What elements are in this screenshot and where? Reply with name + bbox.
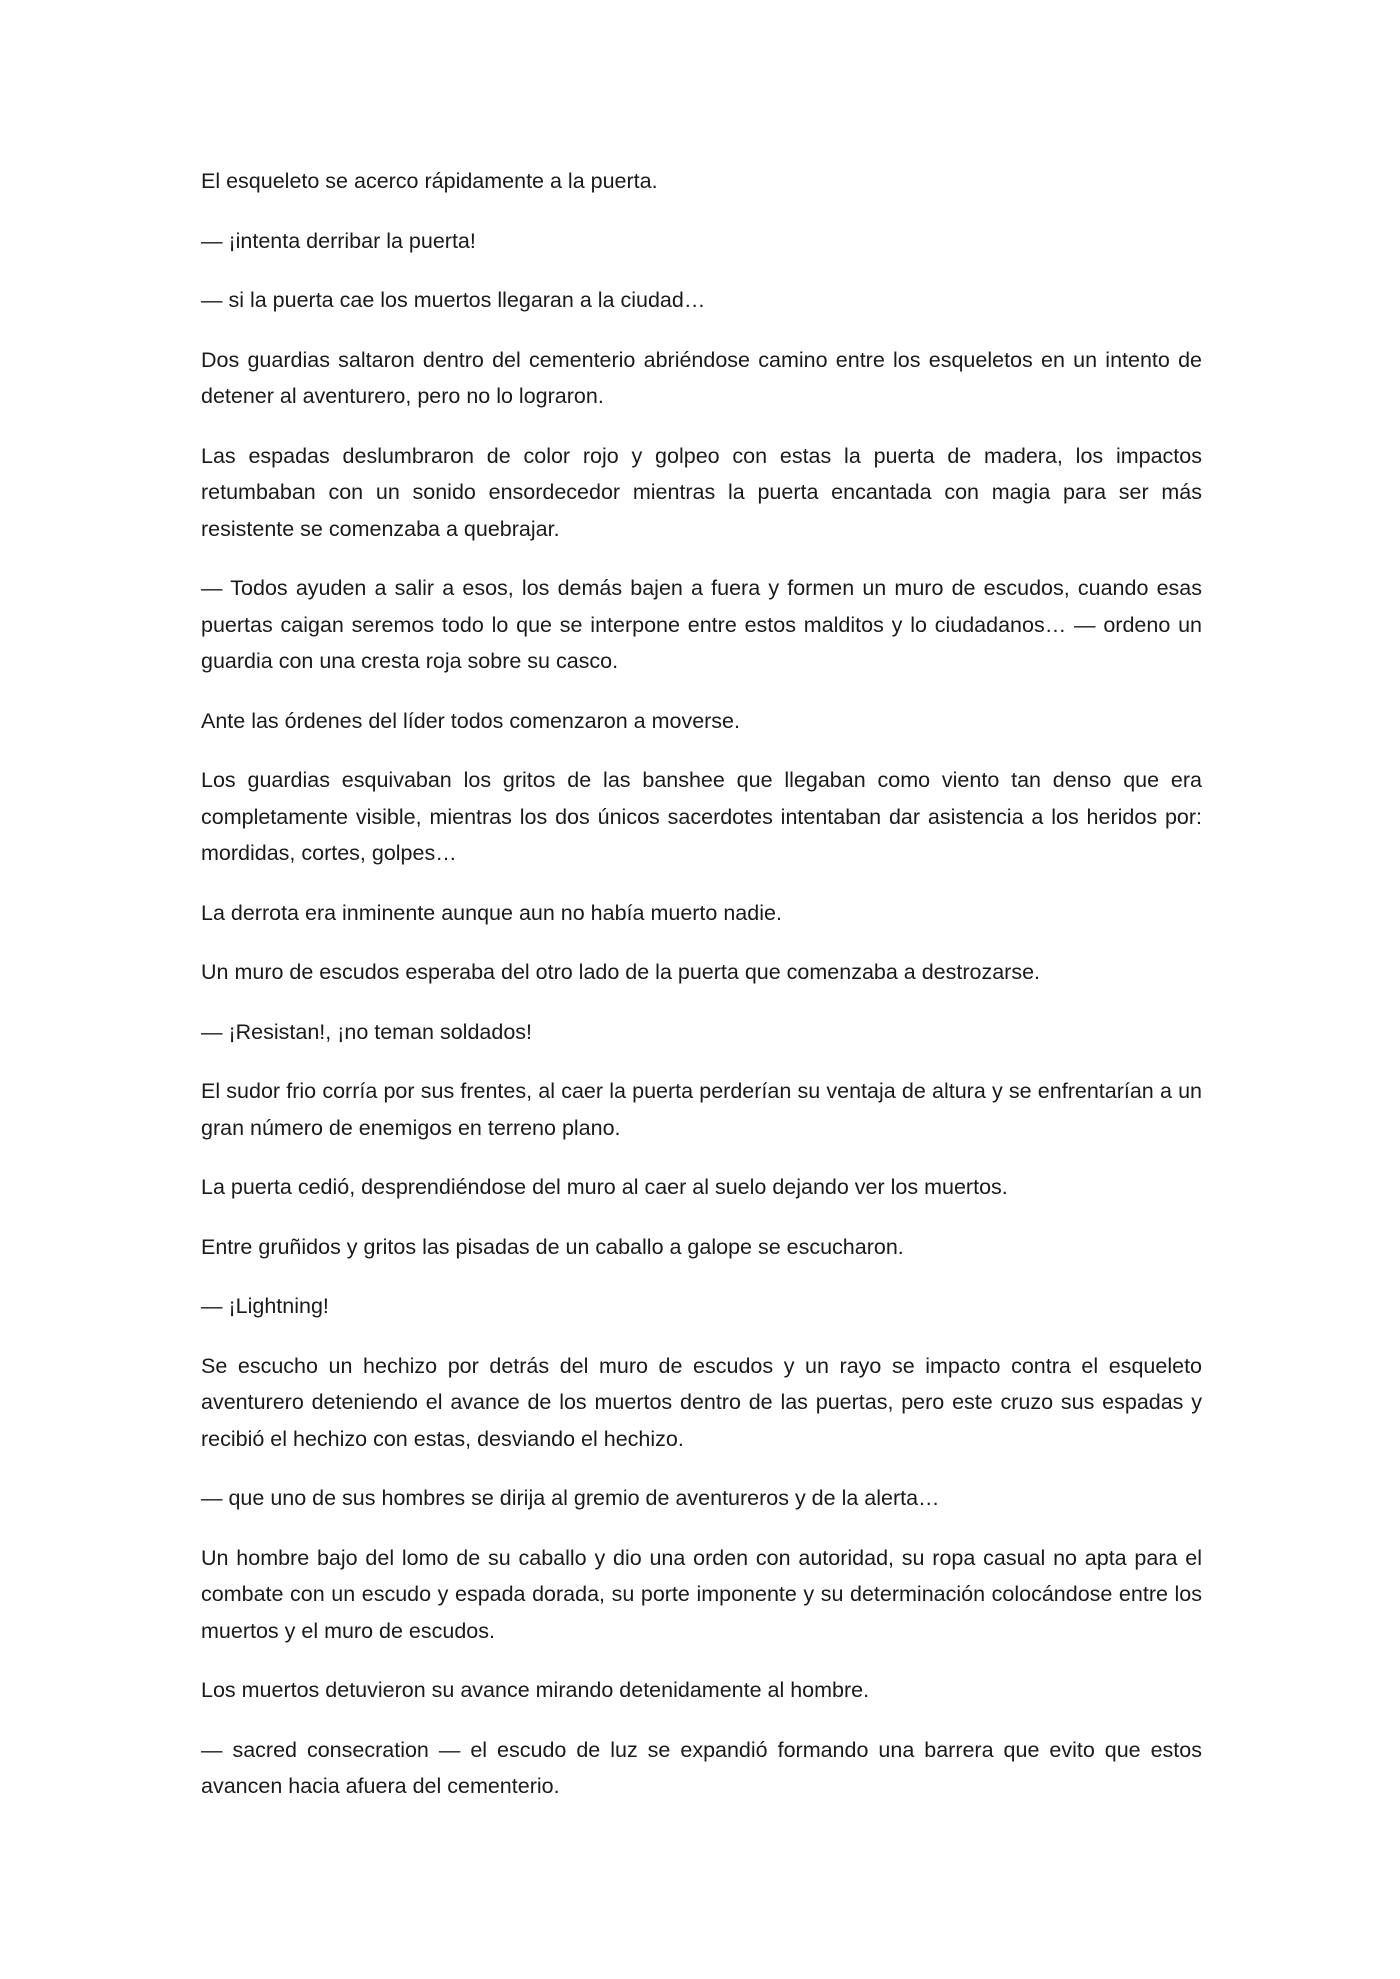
paragraph-9: La derrota era inminente aunque aun no había muerto nadie. (201, 900, 782, 925)
paragraph-10: Un muro de escudos esperaba del otro lado de la puerta que comenzaba a destrozarse. (201, 960, 1041, 984)
paragraph-18: Un hombre bajo del lomo de su caballo y dio una orden con autoridad, su ropa casual no apta para el combate con un escudo y espada dorada, su porte imponente y su determinación colocándose entre los muertos y el muro de escudos. (201, 1545, 1202, 1643)
paragraph-1: El esqueleto se acerco rápidamente a la puerta. (201, 169, 658, 193)
paragraph-20: — sacred consecration — el escudo de luz se expandió formando una barrera que evito que estos avancen hacia afuera del cementerio. (201, 1737, 1202, 1798)
paragraph-11: — ¡Resistan!, ¡no teman soldados! (201, 1019, 533, 1044)
paragraph-14: Entre gruñidos y gritos las pisadas de un caballo a galope se escucharon. (201, 1234, 904, 1259)
paragraph-15: — ¡Lightning! (201, 1294, 329, 1318)
paragraph-17: — que uno de sus hombres se dirija al gremio de aventureros y de la alerta… (201, 1486, 940, 1510)
paragraph-19: Los muertos detuvieron su avance mirando detenidamente al hombre. (201, 1678, 870, 1702)
paragraph-7: Ante las órdenes del líder todos comenzaron a moverse. (201, 708, 740, 733)
paragraph-16: Se escucho un hechizo por detrás del muro de escudos y un rayo se impacto contra el esqueleto aventurero deteniendo el avance de los muertos dentro de las puertas, pero este cruzo sus espadas y recibió el hechizo con estas, desviando el hechizo. (201, 1353, 1202, 1451)
paragraph-6: — Todos ayuden a salir a esos, los demás bajen a fuera y formen un muro de escudos, cuando esas puertas caigan seremos todo lo que se interpone entre estos malditos y lo ciudadanos… — ordeno un guardia con una cresta roja sobre su casco. (201, 576, 1202, 673)
body-text (201, 163, 1202, 1828)
paragraph-8: Los guardias esquivaban los gritos de las banshee que llegaban como viento tan denso que era completamente visible, mientras los dos únicos sacerdotes intentaban dar asistencia a los heridos por: mordidas, cortes, golpes… (201, 768, 1202, 865)
paragraph-13: La puerta cedió, desprendiéndose del muro al caer al suelo dejando ver los muertos. (201, 1175, 1008, 1199)
paragraph-12: El sudor frio corría por sus frentes, al caer la puerta perderían su ventaja de altura y se enfrentarían a un gran número de enemigos en terreno plano. (201, 1079, 1202, 1140)
paragraph-2: — ¡intenta derribar la puerta! (201, 228, 476, 253)
paragraph-4: Dos guardias saltaron dentro del cementerio abriéndose camino entre los esqueletos en un intento de detener al aventurero, pero no lo lograron. (201, 347, 1202, 408)
paragraph-3: — si la puerta cae los muertos llegaran a la ciudad… (201, 288, 706, 312)
paragraph-5: Las espadas deslumbraron de color rojo y golpeo con estas la puerta de madera, los impactos retumbaban con un sonido ensordecedor mientras la puerta encantada con magia para ser más resistente se comenzaba a quebrajar. (201, 443, 1202, 541)
